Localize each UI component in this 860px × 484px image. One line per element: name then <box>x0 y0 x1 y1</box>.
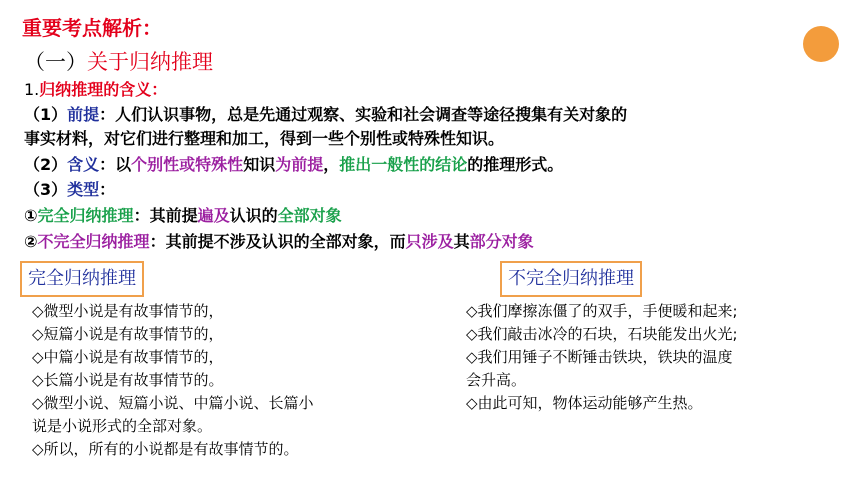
meaning-text: 知识 <box>243 155 276 174</box>
premise-num: （1） <box>24 105 68 124</box>
meaning-highlight: 个别性或特殊性 <box>131 155 244 174</box>
complete-highlight: 遍及 <box>197 206 230 225</box>
list-item: ◇由此可知，物体运动能够产生热。 <box>466 394 703 412</box>
complete-text: ：其前提 <box>133 206 198 225</box>
decorative-circle <box>803 26 839 62</box>
list-item: ◇我们摩擦冻僵了的双手，手便暖和起来; <box>466 302 738 320</box>
list-item: ◇短篇小说是有故事情节的， <box>32 325 224 343</box>
list-item: 说是小说形式的全部对象。 <box>32 417 213 435</box>
incomplete-text: ：其前提不涉及认识的全部对象，而 <box>149 232 406 251</box>
meaning-label: 含义 <box>67 155 100 174</box>
right-example-list <box>466 300 738 415</box>
complete-mark: ① <box>24 206 38 225</box>
list-item: ◇我们敲击冰冷的石块，石块能发出火光; <box>466 325 738 343</box>
list-item: ◇所以，所有的小说都是有故事情节的。 <box>32 440 299 458</box>
types-num: （3） <box>24 180 68 199</box>
types-label: 类型 <box>67 180 100 199</box>
list-item: ◇微型小说是有故事情节的， <box>32 302 224 320</box>
premise-line-2: 事实材料，对它们进行整理和加工，得到一些个别性或特殊性知识。 <box>24 129 505 148</box>
list-item: ◇长篇小说是有故事情节的。 <box>32 371 224 389</box>
incomplete-text: 其 <box>453 232 470 251</box>
meaning-text: 的推理形式。 <box>467 155 564 174</box>
types-line <box>24 178 115 202</box>
list-item: ◇中篇小说是有故事情节的， <box>32 348 224 366</box>
section-prefix: （一） <box>24 50 87 74</box>
complete-induction-box: 完全归纳推理 <box>20 261 144 297</box>
section-heading <box>24 46 213 76</box>
meaning-highlight: 推出一般性的结论 <box>339 155 468 174</box>
incomplete-highlight: 部分对象 <box>469 232 534 251</box>
list-item: 会升高。 <box>466 371 527 389</box>
complete-highlight: 全部对象 <box>277 206 342 225</box>
item1-label: 归纳推理的含义： <box>39 80 168 99</box>
item1-heading <box>24 78 167 102</box>
left-example-list <box>32 300 314 461</box>
premise-text-1: ：人们认识事物，总是先通过观察、实验和社会调查等途径搜集有关对象的 <box>99 105 628 124</box>
premise-label: 前提 <box>67 105 100 124</box>
section-label: 关于归纳推理 <box>87 50 213 74</box>
item1-num: 1. <box>24 80 40 99</box>
meaning-highlight: 为前提 <box>275 155 324 174</box>
complete-label: 完全归纳推理 <box>37 206 134 225</box>
incomplete-mark: ② <box>24 232 38 251</box>
premise-line-1 <box>24 103 627 127</box>
list-item: ◇我们用锤子不断锤击铁块，铁块的温度 <box>466 348 733 366</box>
incomplete-line <box>24 230 534 254</box>
list-item: ◇微型小说、短篇小说、中篇小说、长篇小 <box>32 394 314 412</box>
meaning-num: （2） <box>24 155 68 174</box>
types-colon: ： <box>99 180 116 199</box>
incomplete-induction-box: 不完全归纳推理 <box>500 261 642 297</box>
complete-text: 认识的 <box>229 206 278 225</box>
incomplete-label: 不完全归纳推理 <box>37 232 150 251</box>
complete-line <box>24 204 342 228</box>
meaning-text: ：以 <box>99 155 132 174</box>
incomplete-highlight: 只涉及 <box>405 232 454 251</box>
meaning-text: ， <box>323 155 340 174</box>
meaning-line <box>24 153 563 177</box>
page-title: 重要考点解析： <box>22 16 162 40</box>
